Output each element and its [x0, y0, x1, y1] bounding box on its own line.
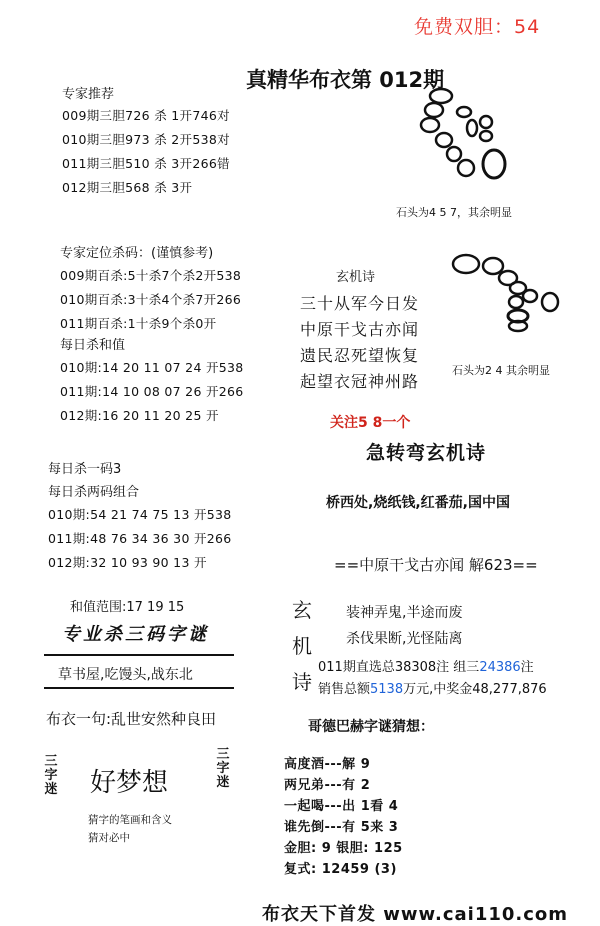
- side-char: 字: [44, 768, 58, 783]
- sum-kill-row: 010期:14 20 11 07 24 开538: [60, 360, 244, 375]
- expert-row: 012期三胆568 杀 3开: [62, 180, 193, 195]
- poem-line: 三十从军今日发: [300, 294, 420, 313]
- side-char: 迷: [44, 782, 58, 797]
- stats-text: 销售总额: [318, 682, 371, 697]
- vert-char: 玄: [292, 598, 312, 622]
- good-dream-riddle: 好梦想: [90, 768, 169, 798]
- position-kill-row: 009期百杀:5十杀7个杀2开538: [60, 268, 242, 283]
- sum-kill-heading: 每日杀和值: [60, 338, 126, 353]
- xuanji-poem-heading: 玄机诗: [336, 270, 376, 285]
- poem-line: 中原干戈古亦闻: [300, 320, 420, 339]
- expert-row: 010期三胆973 杀 2开538对: [62, 132, 230, 147]
- urgent-turn-line: 桥西处,烧纸钱,红番茄,国中国: [326, 495, 510, 511]
- goedel-line: 谁先倒---有 5来 3: [284, 820, 399, 835]
- stats-text: 万元,中奖金48,277,876: [403, 682, 547, 697]
- position-kill-row: 011期百杀:1十杀9个杀0开: [60, 316, 217, 331]
- stats-line-1: [318, 656, 534, 675]
- stones-sketch-2: [448, 250, 568, 340]
- expert-heading: 专家推荐: [62, 87, 115, 102]
- goedel-line: 高度酒---解 9: [284, 757, 371, 772]
- daily-kill-row: 010期:54 21 74 75 13 开538: [48, 507, 232, 522]
- focus-note: 关注5 8一个: [330, 415, 411, 431]
- sum-range: 和值范围:17 19 15: [70, 600, 185, 615]
- daily-kill-two-heading: 每日杀两码组合: [48, 485, 140, 500]
- position-kill-row: 010期百杀:3十杀4个杀7开266: [60, 292, 242, 307]
- goedel-line: 复式: 12459 (3): [284, 862, 397, 877]
- xuanji-line: 装神弄鬼,半途而废: [346, 605, 463, 621]
- cao-shu-wu-riddle: 草书屋,吃馒头,战东北: [58, 667, 193, 683]
- poem-line: 遗民忍死望恢复: [300, 346, 420, 365]
- urgent-turn-title: 急转弯玄机诗: [366, 442, 487, 464]
- stats-text: 011期直选总38308注 组三: [318, 660, 480, 675]
- stones-sketch-1: [408, 82, 528, 190]
- side-char: 迷: [216, 775, 230, 790]
- stats-sales-amount: 5138: [370, 682, 404, 697]
- xuanji-vertical-label: [290, 592, 314, 700]
- expert-row: 009期三胆726 杀 1开746对: [62, 108, 230, 123]
- sum-kill-row: 012期:16 20 11 20 25 开: [60, 408, 219, 423]
- free-double-bile-label: 免费双胆：54: [414, 16, 541, 38]
- daily-kill-one-heading: 每日杀一码3: [48, 462, 122, 477]
- goedel-line: 两兄弟---有 2: [284, 778, 371, 793]
- expert-row: 011期三胆510 杀 3开266错: [62, 156, 230, 171]
- good-dream-note: 猜字的笔画和含义: [88, 814, 172, 826]
- stats-line-2: [318, 678, 547, 697]
- side-char: 三: [44, 754, 58, 769]
- pro-kill-three-title: 专业杀三码字谜: [62, 624, 209, 645]
- goedel-line: 金胆: 9 银胆: 125: [284, 841, 403, 856]
- side-label-left: [42, 755, 60, 797]
- divider: [44, 654, 234, 656]
- side-label-right: [214, 748, 232, 790]
- sum-kill-row: 011期:14 10 08 07 26 开266: [60, 384, 244, 399]
- good-dream-note: 猜对必中: [88, 832, 130, 844]
- position-kill-heading: 专家定位杀码：(谨慎参考): [60, 246, 214, 261]
- xuanji-line: 杀伐果断,光怪陆离: [346, 631, 463, 647]
- stones-caption-1: 石头为4 5 7，其余明显: [396, 206, 512, 219]
- footer-site: 布衣天下首发 www.cai110.com: [262, 904, 569, 925]
- divider: [44, 687, 234, 689]
- stats-text: 注: [520, 660, 534, 675]
- side-char: 字: [216, 761, 230, 776]
- page-title: 真精华布衣第 012期: [246, 68, 445, 92]
- vert-char: 诗: [292, 670, 312, 694]
- daily-kill-row: 011期:48 76 34 36 30 开266: [48, 531, 232, 546]
- stats-group3-count: 24386: [479, 660, 521, 675]
- poem-line: 起望衣冠神州路: [300, 372, 420, 391]
- vert-char: 机: [292, 634, 312, 658]
- goedel-line: 一起喝---出 1看 4: [284, 799, 399, 814]
- buyi-line: 布衣一句:乱世安然种良田: [46, 710, 217, 728]
- solution-line: ==中原干戈古亦闻 解623==: [334, 556, 538, 574]
- goedel-heading: 哥德巴赫字谜猜想：: [308, 719, 434, 735]
- stones-caption-2: 石头为2 4 其余明显: [452, 364, 550, 377]
- daily-kill-row: 012期:32 10 93 90 13 开: [48, 555, 207, 570]
- side-char: 三: [216, 747, 230, 762]
